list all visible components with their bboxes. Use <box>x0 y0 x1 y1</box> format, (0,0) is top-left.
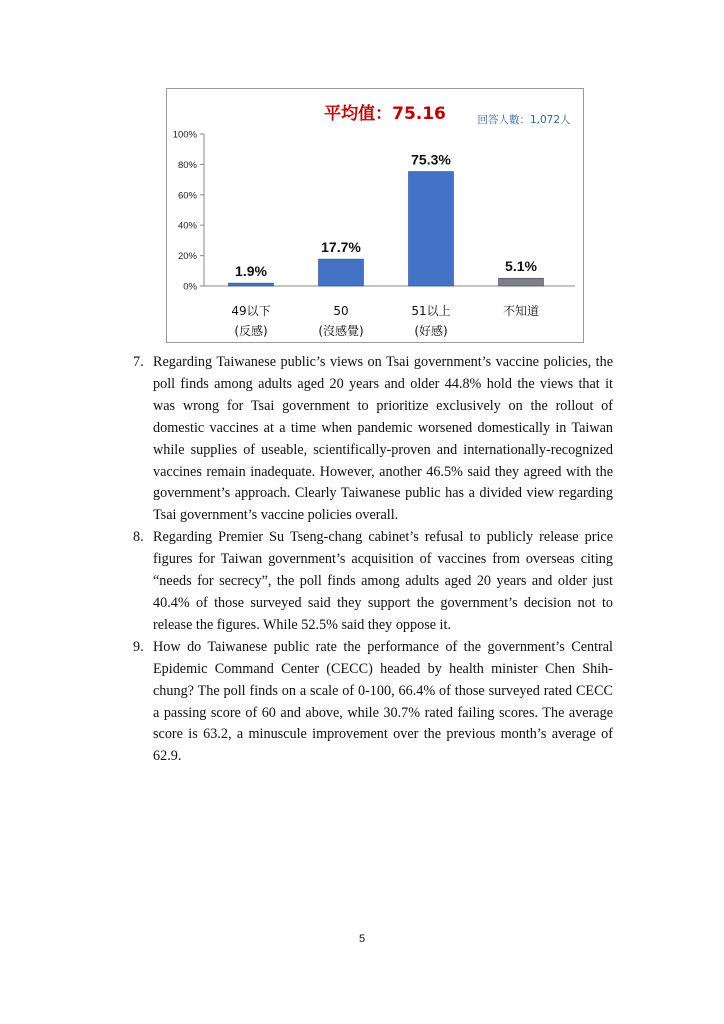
category-label: 49以下 <box>231 304 271 318</box>
list-item-8 <box>133 527 613 637</box>
category-label: 51以上 <box>411 304 451 318</box>
respondent-count: 回答人數：1,072人 <box>477 114 571 126</box>
chart-panel <box>166 88 584 343</box>
category-sublabel: (反感) <box>234 324 268 338</box>
bar-1 <box>229 283 274 286</box>
y-tick-label: 0% <box>183 281 197 293</box>
numbered-list <box>133 352 613 768</box>
category-sublabel: (沒感覺) <box>318 324 364 338</box>
y-tick-label: 20% <box>177 251 197 263</box>
y-tick-label: 60% <box>177 190 197 202</box>
item-number: 7. <box>133 354 144 370</box>
category-sublabel: (好感) <box>414 324 448 338</box>
category-label: 不知道 <box>502 304 540 318</box>
bar-value-label: 1.9% <box>235 263 267 280</box>
bar-chart <box>167 89 583 342</box>
item-number: 8. <box>133 529 144 546</box>
bar-4 <box>499 278 544 286</box>
y-tick-label: 40% <box>177 220 197 232</box>
y-tick-label: 100% <box>172 129 197 141</box>
category-label: 50 <box>333 304 349 318</box>
item-number: 9. <box>133 638 144 655</box>
bar-3 <box>409 172 454 286</box>
item-text: Regarding Premier Su Tseng-chang cabinet’s refusal to publicly release price figures for Taiwan government’s acquisition of vaccines from overseas citing “needs for secrecy”, the poll finds among adults aged 20 years and older just 40.4% of those surveyed said they support the government’s decision not to release the figures. While 52.5% said they oppose it. <box>153 529 613 633</box>
chart-title: 平均值：75.16 <box>324 104 446 124</box>
bar-value-label: 17.7% <box>321 239 361 256</box>
bar-value-label: 75.3% <box>411 151 451 168</box>
bar-2 <box>319 259 364 286</box>
item-text: Regarding Taiwanese public’s views on Tsai government’s vaccine policies, the poll finds among adults aged 20 years and older 44.8% hold the views that it was wrong for Tsai government to prioritize exclusively on the rollout of domestic vaccines at a time when pandemic worsened domestically in Taiwan while supplies of useable, scientifically-proven and internationally-recognized vaccines remain inadequate. However, another 46.5% said they agreed with the government’s approach. Clearly Taiwanese public has a divided view regarding Tsai government’s vaccine policies overall. <box>153 354 613 524</box>
page-number: 5 <box>358 933 366 945</box>
list-item-7 <box>133 352 613 527</box>
y-tick-label: 80% <box>177 159 197 171</box>
item-text: How do Taiwanese public rate the performance of the government’s Central Epidemic Command Center (CECC) headed by health minister Chen Shih-chung? The poll finds on a scale of 0-100, 66.4% of those surveyed rated CECC a passing score of 60 and above, while 30.7% rated failing scores. The average score is 63.2, a minuscule improvement over the previous month’s average of 62.9. <box>153 638 613 765</box>
bar-value-label: 5.1% <box>505 258 537 275</box>
list-item-9 <box>133 637 613 768</box>
